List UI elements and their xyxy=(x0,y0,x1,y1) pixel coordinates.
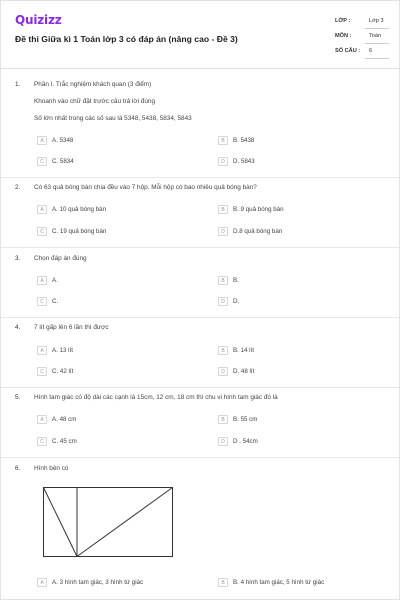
question-divider xyxy=(1,317,399,318)
quizizz-logo: Quizizz xyxy=(15,13,62,27)
option-text: B. 55 cm xyxy=(233,416,258,423)
option-text: C. 42 lít xyxy=(52,368,74,375)
question-divider xyxy=(1,387,399,388)
figure-line xyxy=(77,488,173,557)
question-divider xyxy=(1,247,399,248)
meta-subject-label: MÔN : xyxy=(335,33,352,39)
meta-subject-line xyxy=(365,43,389,44)
option-letter-box: D xyxy=(218,227,228,236)
option-text: C. 5834 xyxy=(52,158,74,165)
option-letter-box: C xyxy=(37,227,47,236)
question-divider xyxy=(1,177,399,178)
question-number: 2. xyxy=(15,184,21,191)
option-text: D. xyxy=(233,298,240,305)
document-title: Đề thi Giữa kì 1 Toán lớp 3 có đáp án (nâng cao - Đề 3) xyxy=(15,34,238,44)
option-text: A. xyxy=(52,277,58,284)
option-letter-box: A xyxy=(37,205,47,214)
question-text: Số lớn nhất trong các số sau là 5348, 5438, 5834, 5843 xyxy=(34,115,192,122)
option-text: B. 14 lít xyxy=(233,347,254,354)
option-letter-box: B xyxy=(218,205,228,214)
question-text: Phần I. Trắc nghiệm khách quan (3 điểm) xyxy=(34,81,152,88)
option-text: A. 48 cm xyxy=(52,416,77,423)
meta-subject-value: Toán xyxy=(369,33,382,39)
option-text: B. 4 hình tam giác, 5 hình tứ giác xyxy=(233,579,325,586)
option-letter-box: B xyxy=(218,346,228,355)
option-letter-box: A xyxy=(37,346,47,355)
question-text: Có 63 quả bóng bàn chia đều vào 7 hộp. Mỗi hộp có bao nhiêu quả bóng bàn? xyxy=(34,184,257,191)
option-letter-box: B xyxy=(218,136,228,145)
option-text: A. 13 lít xyxy=(52,347,73,354)
option-letter-box: A xyxy=(37,136,47,145)
figure-line xyxy=(44,488,78,557)
option-text: D. 48 lít xyxy=(233,368,255,375)
option-letter-box: B xyxy=(218,578,228,587)
option-letter-box: D xyxy=(218,297,228,306)
option-text: A. 5348 xyxy=(52,137,74,144)
question-number: 5. xyxy=(15,394,21,401)
question-number: 4. xyxy=(15,324,21,331)
option-letter-box: A xyxy=(37,578,47,587)
option-letter-box: C xyxy=(37,437,47,446)
option-letter-box: A xyxy=(37,276,47,285)
question-text: Khoanh vào chữ đặt trước câu trả lời đúng xyxy=(34,98,156,105)
option-text: B. 9 quả bóng bàn xyxy=(233,206,284,213)
worksheet-header xyxy=(1,1,399,69)
option-text: A. 3 hình tam giác, 3 hình tứ giác xyxy=(52,579,144,586)
question-text: Chọn đáp án đúng xyxy=(34,255,87,262)
meta-class-value: Lớp 3 xyxy=(369,18,384,24)
meta-count-label: SỐ CÂU : xyxy=(335,48,361,54)
option-text: A. 10 quả bóng bàn xyxy=(52,206,107,213)
question-text: 7 lít gấp lên 6 lần thì được xyxy=(34,324,109,331)
meta-class-label: LỚP : xyxy=(335,18,351,24)
option-letter-box: B xyxy=(218,276,228,285)
option-letter-box: D xyxy=(218,437,228,446)
question-text: Hình tam giác có độ dài các cạnh là 15cm, 12 cm, 18 cm thì chu vi hình tam giác đó là xyxy=(34,394,278,401)
option-letter-box: A xyxy=(37,415,47,424)
option-letter-box: C xyxy=(37,157,47,166)
meta-subject xyxy=(335,33,390,43)
option-letter-box: C xyxy=(37,367,47,376)
meta-class-line xyxy=(365,28,389,29)
option-letter-box: D xyxy=(218,367,228,376)
option-text: B. 5438 xyxy=(233,137,255,144)
meta-question-count xyxy=(335,48,390,58)
option-text: D. 5843 xyxy=(233,158,255,165)
option-letter-box: C xyxy=(37,297,47,306)
question-divider xyxy=(1,457,399,458)
meta-count-value: 6 xyxy=(369,48,373,54)
option-text: C. 45 cm xyxy=(52,438,77,445)
option-text: C. 19 quả bóng bàn xyxy=(52,228,107,235)
option-text: B. xyxy=(233,277,239,284)
option-letter-box: D xyxy=(218,157,228,166)
option-text: C. xyxy=(52,298,59,305)
question-number: 6. xyxy=(15,465,21,472)
geometry-figure xyxy=(43,487,173,557)
question-number: 3. xyxy=(15,255,21,262)
option-letter-box: B xyxy=(218,415,228,424)
option-text: D.8 quả bóng bàn xyxy=(233,228,283,235)
question-text: Hình bên có xyxy=(34,465,69,472)
figure-rectangle xyxy=(44,488,173,557)
option-text: D . 54cm xyxy=(233,438,258,445)
question-number: 1. xyxy=(15,81,21,88)
meta-count-line xyxy=(365,58,389,59)
meta-class xyxy=(335,18,390,28)
